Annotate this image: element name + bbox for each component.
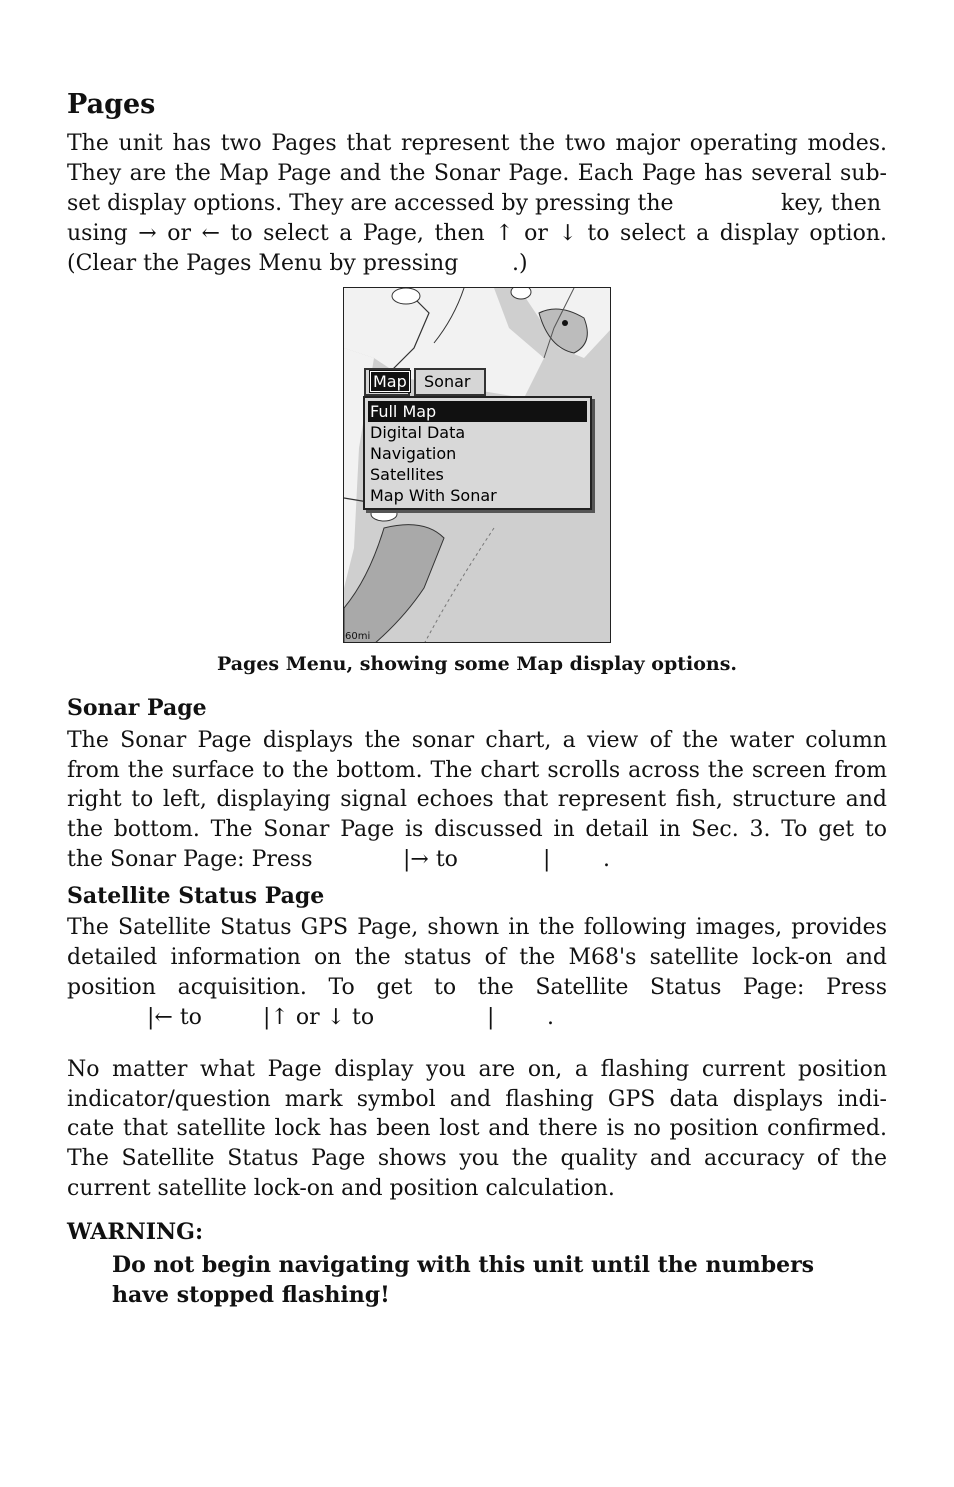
menu-item-navigation[interactable]: Navigation bbox=[370, 444, 457, 463]
tab-map[interactable]: Map bbox=[364, 368, 410, 396]
satellite-line-3: position acquisition. To get to the Satellite Status Page: Press bbox=[67, 975, 887, 1000]
sonar-line-5a: the Sonar Page: Press bbox=[67, 847, 313, 872]
menu-item-satellites[interactable]: Satellites bbox=[370, 465, 444, 484]
sonar-line-5d: . bbox=[603, 847, 610, 872]
satellite-heading: Satellite Status Page bbox=[67, 883, 325, 909]
warning-line-1: Do not begin navigating with this unit until the numbers bbox=[112, 1252, 815, 1278]
map-scale: 60mi bbox=[345, 631, 371, 642]
sonar-line-2: from the surface to the bottom. The chart scrolls across the screen from bbox=[67, 758, 887, 783]
intro-line-3a: set display options. They are accessed by pressing the bbox=[67, 191, 674, 216]
intro-line-5a: (Clear the Pages Menu by pressing bbox=[67, 251, 459, 276]
page-title: Pages bbox=[67, 89, 156, 120]
nomatter-line-4: The Satellite Status Page shows you the quality and accuracy of the bbox=[67, 1146, 887, 1171]
satellite-line-4c: | bbox=[487, 1005, 495, 1030]
intro-line-5b: .) bbox=[512, 251, 528, 276]
intro-line-1: The unit has two Pages that represent the two major operating modes. bbox=[67, 131, 887, 156]
device-screen bbox=[343, 287, 611, 643]
warning-label: WARNING: bbox=[67, 1219, 204, 1245]
sonar-line-5b: |→ to bbox=[403, 847, 458, 872]
tab-sonar[interactable]: Sonar bbox=[414, 368, 486, 396]
intro-line-2: They are the Map Page and the Sonar Page. Each Page has several sub- bbox=[67, 161, 887, 186]
warning-line-2: have stopped flashing! bbox=[112, 1282, 390, 1308]
sonar-heading: Sonar Page bbox=[67, 695, 207, 721]
sonar-line-1: The Sonar Page displays the sonar chart, a view of the water column bbox=[67, 728, 887, 753]
nomatter-line-2: indicator/question mark symbol and flashing GPS data displays indi- bbox=[67, 1087, 887, 1112]
sonar-line-4: the bottom. The Sonar Page is discussed in detail in Sec. 3. To get to bbox=[67, 817, 887, 842]
nomatter-line-5: current satellite lock-on and position calculation. bbox=[67, 1176, 615, 1201]
satellite-line-1: The Satellite Status GPS Page, shown in the following images, provides bbox=[67, 915, 887, 940]
sonar-line-5c: | bbox=[543, 847, 551, 872]
satellite-line-4a: |← to bbox=[147, 1005, 202, 1030]
nomatter-line-3: cate that satellite lock has been lost and there is no position confirmed. bbox=[67, 1116, 887, 1141]
menu-item-digital-data[interactable]: Digital Data bbox=[370, 423, 466, 442]
intro-line-3b: key, then bbox=[781, 191, 882, 216]
pages-menu bbox=[363, 396, 592, 510]
nomatter-line-1: No matter what Page display you are on, a flashing current position bbox=[67, 1057, 887, 1082]
figure-caption: Pages Menu, showing some Map display options. bbox=[216, 653, 738, 675]
satellite-line-2: detailed information on the status of the M68's satellite lock-on and bbox=[67, 945, 887, 970]
satellite-line-4b: |↑ or ↓ to bbox=[263, 1005, 375, 1030]
satellite-line-4d: . bbox=[547, 1005, 554, 1030]
sonar-line-3: right to left, displaying signal echoes that represent fish, structure and bbox=[67, 787, 887, 812]
menu-item-full-map[interactable]: Full Map bbox=[368, 401, 587, 422]
intro-line-4: using → or ← to select a Page, then ↑ or ↓ to select a display option. bbox=[67, 221, 887, 246]
menu-item-map-with-sonar[interactable]: Map With Sonar bbox=[370, 486, 497, 505]
